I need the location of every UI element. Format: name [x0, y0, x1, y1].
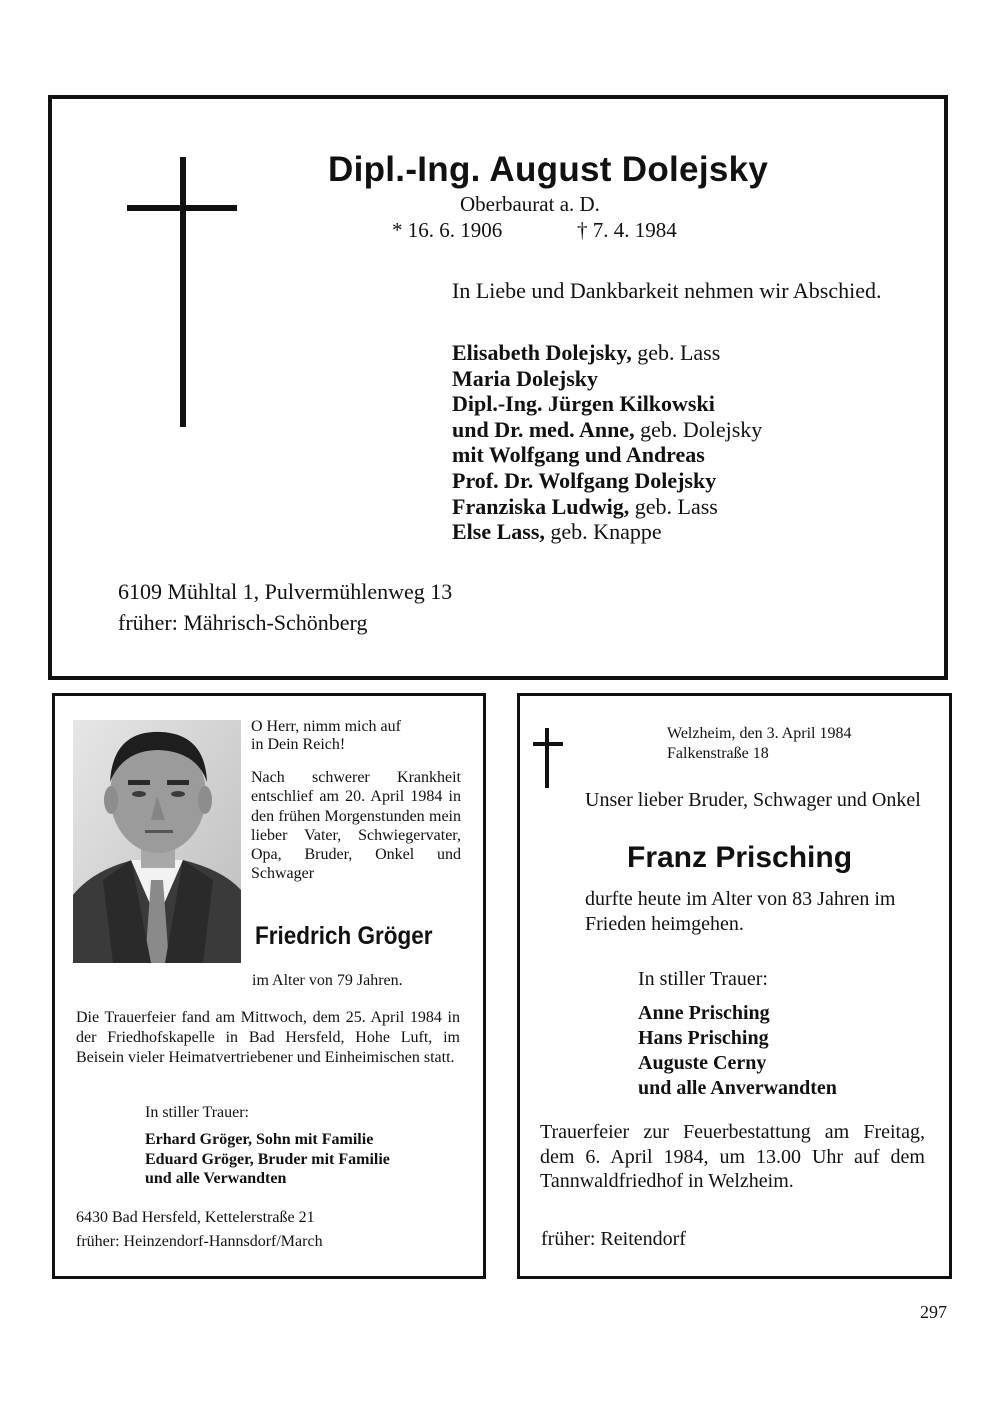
mourner-line: Elisabeth Dolejsky, geb. Lass [452, 340, 721, 365]
deceased-name: Dipl.-Ing. August Dolejsky [328, 150, 769, 189]
mourner-line: mit Wolfgang und Andreas [452, 442, 705, 468]
age-text: im Alter von 79 Jahren. [252, 972, 403, 989]
prayer-line: in Dein Reich! [251, 736, 346, 753]
street: Falkenstraße 18 [667, 745, 769, 762]
announcement-text: Nach schwerer Krankheit entschlief am 20. April 1984 in den frühen Morgenstunden mein lieber Vater, Schwiegervater, Opa, Bruder, Onkel und Schwager [251, 769, 461, 883]
address-block [76, 1206, 323, 1254]
cross-icon-bar [127, 205, 237, 211]
portrait-photo [73, 720, 241, 963]
address: 6430 Bad Hersfeld, Kettelerstraße 21 [76, 1209, 315, 1226]
cross-icon [545, 728, 549, 788]
mourner-list [452, 340, 762, 545]
farewell-text: In Liebe und Dankbarkeit nehmen wir Abschied. [452, 278, 882, 303]
grief-heading: In stiller Trauer: [638, 968, 768, 990]
mourner-list [638, 1001, 837, 1101]
address: 6109 Mühltal 1, Pulvermühlenweg 13 [118, 579, 453, 604]
mourner-line: Maria Dolejsky [452, 365, 599, 391]
deceased-name: Friedrich Gröger [255, 922, 433, 950]
cross-icon [180, 157, 186, 427]
ceremony-text: Die Trauerfeier fand am Mittwoch, dem 25. April 1984 in der Friedhofskapelle in Bad Hersfeld, Hohe Luft, im Beisein vieler Heimatvertriebener und Einheimischen statt. [76, 1009, 460, 1066]
death-date: † 7. 4. 1984 [577, 218, 677, 242]
mourner-line: Anne Prisching [638, 1002, 770, 1024]
former-residence: früher: Mährisch-Schönberg [118, 610, 368, 635]
mourner-line: und Dr. med. Anne, geb. Dolejsky [452, 416, 763, 442]
place-date: Welzheim, den 3. April 1984 [667, 725, 852, 742]
prayer-line: O Herr, nimm mich auf [251, 718, 401, 735]
grief-heading: In stiller Trauer: [145, 1104, 249, 1121]
mourner-line: Erhard Gröger, Sohn mit Familie [145, 1131, 374, 1148]
mourner-line: Hans Prisching [638, 1027, 769, 1049]
intro-text: Unser lieber Bruder, Schwager und Onkel [585, 789, 921, 811]
mourner-line: Else Lass, geb. Knappe [452, 519, 662, 545]
deceased-name: Franz Prisching [627, 841, 853, 874]
place-date-block [667, 724, 851, 764]
ceremony-text: Trauerfeier zur Feuerbestattung am Freitag, dem 6. April 1984, um 13.00 Uhr auf dem Tannwaldfriedhof in Welzheim. [540, 1121, 925, 1192]
address-block [118, 576, 452, 638]
page-number: 297 [920, 1302, 947, 1322]
former-residence: früher: Reitendorf [541, 1228, 686, 1250]
former-residence: früher: Heinzendorf-Hannsdorf/March [76, 1233, 323, 1250]
cross-icon-bar [533, 742, 563, 746]
prayer-text [251, 718, 401, 754]
mourner-line: Auguste Cerny [638, 1052, 767, 1074]
birth-date: * 16. 6. 1906 [392, 218, 503, 242]
mourner-list [145, 1130, 390, 1189]
mourner-line: Franziska Ludwig, geb. Lass [452, 493, 718, 519]
mourner-line: Dipl.-Ing. Jürgen Kilkowski [452, 391, 715, 417]
mourner-line: und alle Verwandten [145, 1170, 287, 1187]
portrait-image [73, 720, 241, 963]
deceased-title: Oberbaurat a. D. [460, 192, 600, 216]
mourner-line: Prof. Dr. Wolfgang Dolejsky [452, 467, 717, 493]
mourner-line: Eduard Gröger, Bruder mit Familie [145, 1150, 390, 1168]
announcement-text: durfte heute im Alter von 83 Jahren im Frieden heimgehen. [585, 888, 896, 935]
mourner-line: und alle Anverwandten [638, 1077, 837, 1099]
